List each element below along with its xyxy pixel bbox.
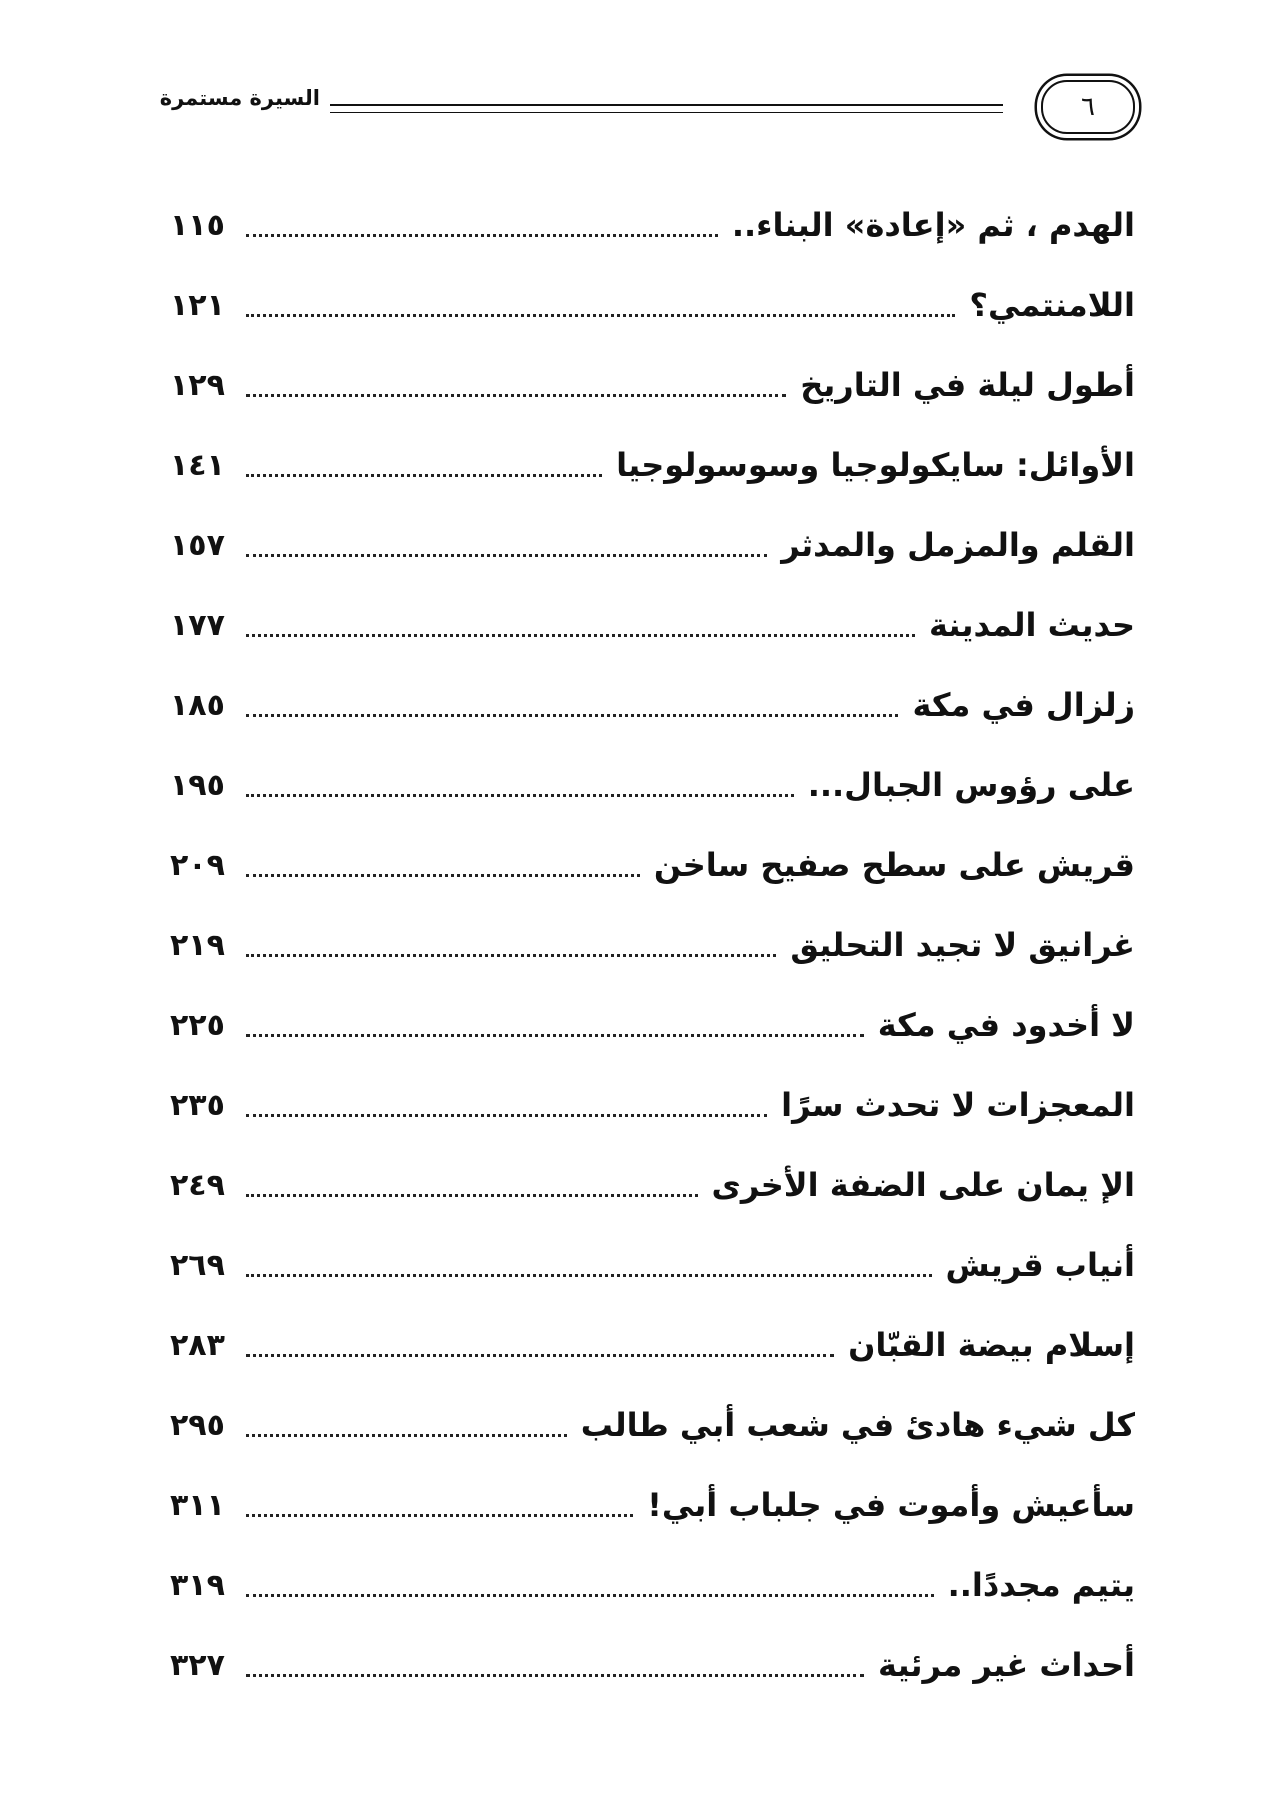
toc-entry-page: ٢٨٣ — [170, 1327, 225, 1363]
header-rule — [330, 104, 1003, 113]
dot-leader — [246, 1274, 932, 1277]
toc-entry — [170, 665, 1135, 745]
dot-leader — [246, 954, 776, 957]
running-title: السيرة مستمرة — [159, 86, 320, 110]
toc-entry-page: ٣١١ — [170, 1487, 225, 1523]
toc-entry-page: ٢٩٥ — [170, 1407, 225, 1443]
page-number: ٦ — [1041, 80, 1135, 134]
toc-entry — [170, 985, 1135, 1065]
toc-entry-page: ٢٣٥ — [170, 1087, 225, 1123]
toc-entry-page: ١٧٧ — [170, 607, 225, 643]
toc-entry — [170, 1305, 1135, 1385]
toc-entry-page: ١٤١ — [170, 447, 225, 483]
toc-entry-page: ١١٥ — [170, 207, 225, 243]
toc-entry — [170, 1545, 1135, 1625]
toc-entry — [170, 1385, 1135, 1465]
toc-entry-title: سأعيش وأموت في جلباب أبي! — [647, 1486, 1135, 1524]
dot-leader — [246, 634, 915, 637]
toc-entry-title: القلم والمزمل والمدثر — [781, 526, 1135, 564]
toc-entry — [170, 745, 1135, 825]
toc-entry-page: ٣١٩ — [170, 1567, 225, 1603]
toc-entry — [170, 505, 1135, 585]
toc-entry-title: لا أخدود في مكة — [877, 1006, 1135, 1044]
toc-entry-title: المعجزات لا تحدث سرًا — [781, 1086, 1135, 1124]
toc-entry-title: زلزال في مكة — [912, 686, 1135, 724]
toc-entry-page: ١٢١ — [170, 287, 225, 323]
dot-leader — [246, 714, 898, 717]
toc-entry-page: ١٩٥ — [170, 767, 225, 803]
toc-entry — [170, 905, 1135, 985]
toc-entry-page: ٢٦٩ — [170, 1247, 225, 1283]
toc-entry-title: الأوائل: سايكولوجيا وسوسولوجيا — [616, 446, 1135, 484]
toc-entry-page: ٢٠٩ — [170, 847, 225, 883]
toc-entry-page: ٢٢٥ — [170, 1007, 225, 1043]
table-of-contents — [170, 185, 1135, 1705]
dot-leader — [246, 474, 602, 477]
toc-entry-title: يتيم مجددًا.. — [947, 1566, 1135, 1604]
dot-leader — [246, 234, 718, 237]
page-header — [150, 80, 1135, 150]
toc-entry-title: أطول ليلة في التاريخ — [800, 366, 1135, 404]
toc-entry-title: غرانيق لا تجيد التحليق — [790, 926, 1135, 964]
toc-entry-title: إسلام بيضة القبّان — [848, 1326, 1135, 1364]
toc-entry-page: ١٨٥ — [170, 687, 225, 723]
toc-entry-title: على رؤوس الجبال... — [807, 766, 1135, 804]
dot-leader — [246, 1194, 698, 1197]
dot-leader — [246, 1354, 834, 1357]
toc-entry — [170, 585, 1135, 665]
toc-entry — [170, 1145, 1135, 1225]
dot-leader — [246, 1674, 864, 1677]
toc-entry-title: أحداث غير مرئية — [878, 1646, 1135, 1684]
dot-leader — [246, 1434, 567, 1437]
toc-entry — [170, 1065, 1135, 1145]
toc-entry — [170, 1465, 1135, 1545]
toc-entry-page: ٢١٩ — [170, 927, 225, 963]
dot-leader — [246, 1114, 767, 1117]
toc-entry-page: ١٢٩ — [170, 367, 225, 403]
toc-entry-page: ٣٢٧ — [170, 1647, 225, 1683]
toc-entry — [170, 265, 1135, 345]
dot-leader — [246, 874, 640, 877]
dot-leader — [246, 554, 767, 557]
toc-entry — [170, 345, 1135, 425]
toc-entry — [170, 825, 1135, 905]
toc-entry — [170, 425, 1135, 505]
toc-entry — [170, 1625, 1135, 1705]
dot-leader — [246, 1514, 633, 1517]
dot-leader — [246, 314, 955, 317]
toc-entry-title: حديث المدينة — [929, 606, 1135, 644]
dot-leader — [246, 794, 794, 797]
toc-entry-page: ١٥٧ — [170, 527, 225, 563]
dot-leader — [246, 1594, 934, 1597]
toc-entry-title: قريش على سطح صفيح ساخن — [653, 846, 1135, 884]
toc-entry-page: ٢٤٩ — [170, 1167, 225, 1203]
toc-entry-title: أنياب قريش — [945, 1246, 1135, 1284]
toc-entry-title: اللامنتمي؟ — [969, 286, 1135, 324]
dot-leader — [246, 1034, 864, 1037]
toc-entry-title: الإ يمان على الضفة الأخرى — [711, 1166, 1135, 1204]
dot-leader — [246, 394, 786, 397]
toc-entry — [170, 1225, 1135, 1305]
toc-entry-title: كل شيء هادئ في شعب أبي طالب — [580, 1406, 1135, 1444]
toc-entry-title: الهدم ، ثم «إعادة» البناء.. — [731, 206, 1135, 244]
toc-entry — [170, 185, 1135, 265]
